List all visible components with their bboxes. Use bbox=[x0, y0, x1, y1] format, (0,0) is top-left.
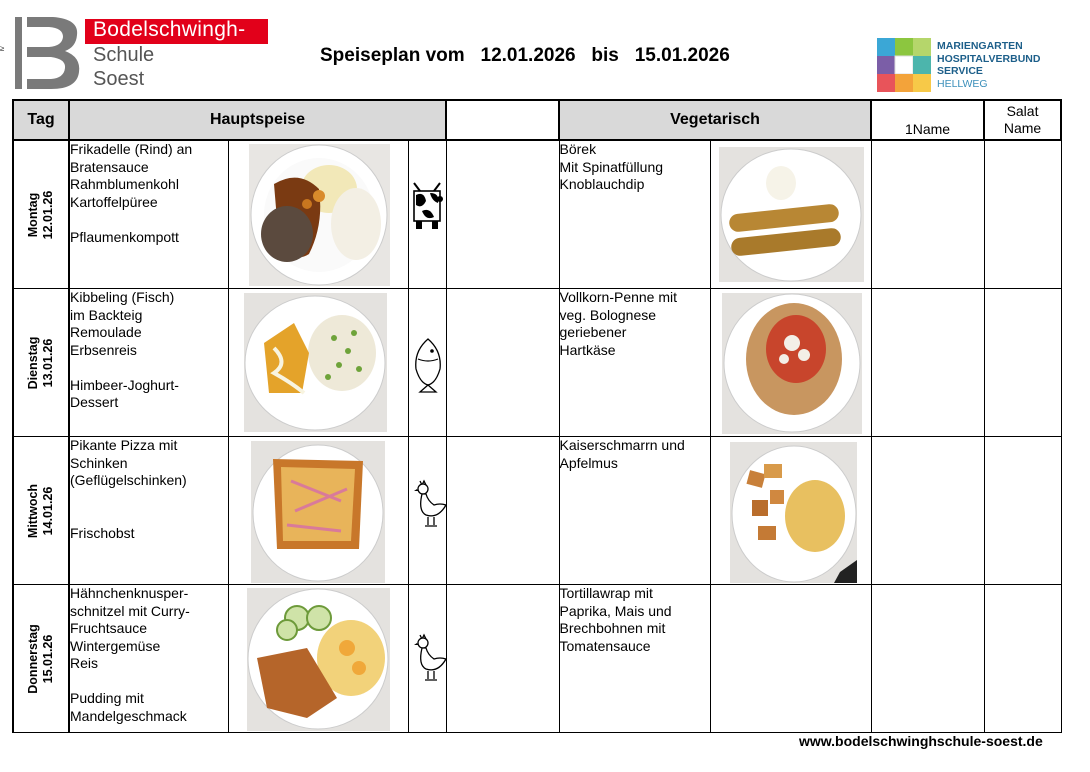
main-dish-icon-cell bbox=[408, 140, 446, 289]
header-vegetarisch: Vegetarisch bbox=[559, 100, 871, 140]
veg-dish-photo bbox=[710, 289, 871, 437]
school-name-line1: Bodelschwingh- bbox=[93, 18, 246, 41]
school-logo bbox=[13, 17, 273, 91]
main-dish-photo bbox=[228, 585, 408, 733]
main-dish-icon-cell bbox=[408, 585, 446, 733]
cow-icon bbox=[410, 181, 446, 231]
main-dish-icon-cell bbox=[408, 437, 446, 585]
day-name: Dienstag bbox=[26, 336, 40, 389]
day-date: 12.01.26 bbox=[41, 190, 55, 239]
veg-dish-photo bbox=[710, 140, 871, 289]
footer-url: www.bodelschwinghschule-soest.de bbox=[799, 733, 1043, 749]
main-dish-photo bbox=[228, 437, 408, 585]
header-salat-text: Salat Name bbox=[1003, 103, 1042, 136]
header-empty bbox=[446, 100, 559, 140]
school-name-line3: Soest bbox=[93, 68, 145, 90]
empty-cell bbox=[446, 585, 559, 733]
day-cell bbox=[13, 585, 69, 733]
main-dish: Frikadelle (Rind) an Bratensauce Rahmblumenkohl Kartoffelpüree Pflaumenkompott bbox=[69, 140, 228, 289]
chicken-icon bbox=[412, 633, 448, 683]
partner-logo bbox=[877, 38, 1062, 92]
day-name: Donnerstag bbox=[26, 623, 40, 694]
day-name: Mittwoch bbox=[26, 483, 40, 538]
partner-line3: SERVICE bbox=[937, 65, 983, 77]
veg-dish: Tortillawrap mit Paprika, Mais und Brechbohnen mit Tomatensauce bbox=[559, 585, 710, 733]
main-dish: Kibbeling (Fisch) im Backteig Remoulade Erbsenreis Himbeer-Joghurt- Dessert bbox=[69, 289, 228, 437]
veg-dish-photo-image bbox=[722, 293, 862, 434]
day-cell bbox=[13, 289, 69, 437]
day-cell bbox=[13, 437, 69, 585]
empty-cell bbox=[446, 140, 559, 289]
day-date: 15.01.26 bbox=[41, 634, 55, 683]
main-dish-photo-image bbox=[244, 293, 387, 432]
table-row bbox=[13, 140, 1061, 289]
mariengarten-logo-icon bbox=[877, 38, 931, 92]
table-row bbox=[13, 437, 1061, 585]
main-dish-photo bbox=[228, 140, 408, 289]
main-dish-photo bbox=[228, 289, 408, 437]
school-b-logo-icon bbox=[13, 17, 83, 89]
name1-cell bbox=[871, 140, 984, 289]
veg-dish: Börek Mit Spinatfüllung Knoblauchdip bbox=[559, 140, 710, 289]
salat-cell bbox=[984, 437, 1061, 585]
main-dish-photo-image bbox=[247, 588, 390, 731]
name1-cell bbox=[871, 437, 984, 585]
day-cell bbox=[13, 140, 69, 289]
salat-cell bbox=[984, 289, 1061, 437]
name1-cell bbox=[871, 585, 984, 733]
veg-dish-photo bbox=[710, 585, 871, 733]
veg-dish: Vollkorn-Penne mit veg. Bolognese geriebener Hartkäse bbox=[559, 289, 710, 437]
veg-dish-photo-image bbox=[730, 442, 857, 583]
empty-cell bbox=[446, 437, 559, 585]
partner-name bbox=[937, 40, 1040, 90]
name1-cell bbox=[871, 289, 984, 437]
header-tag: Tag bbox=[13, 100, 69, 140]
day-name: Montag bbox=[26, 192, 40, 237]
main-dish-photo-image bbox=[249, 144, 390, 286]
main-dish-photo-image bbox=[251, 441, 385, 583]
empty-cell bbox=[446, 289, 559, 437]
main-dish: Pikante Pizza mit Schinken (Geflügelschinken) Frischobst bbox=[69, 437, 228, 585]
fish-icon bbox=[412, 337, 444, 393]
page-title: Speiseplan vom 12.01.2026 bis 15.01.2026 bbox=[320, 45, 730, 66]
salat-cell bbox=[984, 140, 1061, 289]
chicken-icon bbox=[412, 479, 448, 529]
page-edge-mark: ≥ bbox=[0, 44, 5, 53]
header-hauptspeise: Hauptspeise bbox=[69, 100, 446, 140]
table-row bbox=[13, 585, 1061, 733]
partner-line4: HELLWEG bbox=[937, 77, 988, 90]
table-header-row bbox=[13, 100, 1061, 140]
table-row bbox=[13, 289, 1061, 437]
day-date: 13.01.26 bbox=[41, 338, 55, 387]
header-name1: 1Name bbox=[871, 100, 984, 140]
school-name-line2: Schule bbox=[93, 44, 155, 66]
main-dish-icon-cell bbox=[408, 289, 446, 437]
partner-line2: HOSPITALVERBUND bbox=[937, 52, 1041, 65]
veg-dish: Kaiserschmarrn und Apfelmus bbox=[559, 437, 710, 585]
veg-dish-photo-image bbox=[719, 147, 864, 282]
header-salat bbox=[984, 100, 1061, 140]
day-date: 14.01.26 bbox=[41, 486, 55, 535]
partner-line1: MARIENGARTEN bbox=[937, 40, 1023, 52]
main-dish: Hähnchenknusper- schnitzel mit Curry- Fruchtsauce Wintergemüse Reis Pudding mit Mandelgeschmack bbox=[69, 585, 228, 733]
salat-cell bbox=[984, 585, 1061, 733]
veg-dish-photo bbox=[710, 437, 871, 585]
menu-table bbox=[12, 99, 1062, 733]
